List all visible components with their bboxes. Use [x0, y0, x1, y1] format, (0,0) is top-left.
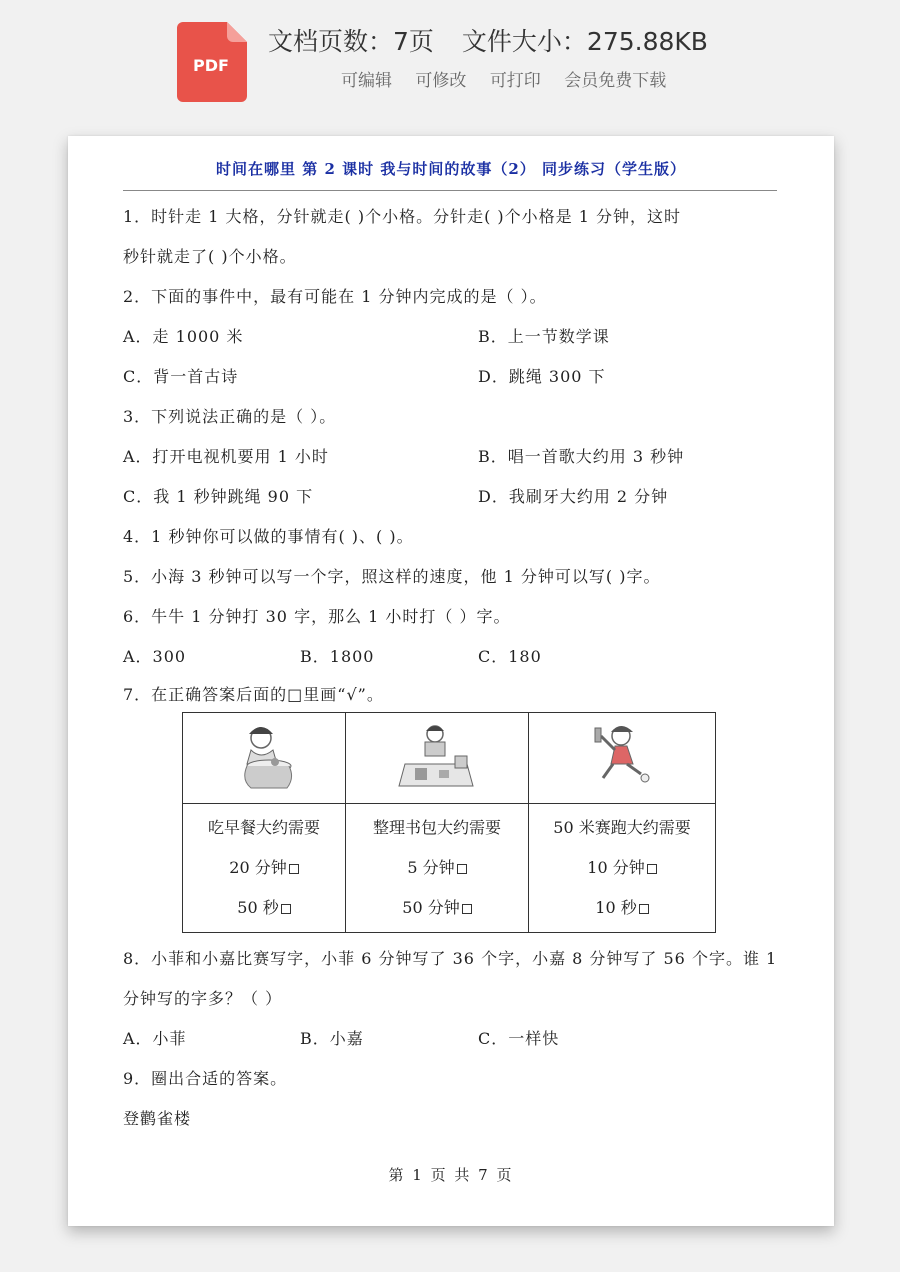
- question-6-option-a: A．300: [123, 647, 187, 666]
- question-9: 9．圈出合适的答案。: [123, 1069, 288, 1088]
- breakfast-question: 吃早餐大约需要: [207, 818, 320, 837]
- question-8-option-a: A．小菲: [123, 1029, 187, 1048]
- feature-printable: 可打印: [489, 71, 541, 91]
- page-footer: 第 1 页 共 7 页: [388, 1166, 514, 1184]
- document-title: 时间在哪里 第 2 课时 我与时间的故事（2） 同步练习（学生版）: [216, 160, 686, 178]
- question-6-option-c: C．180: [478, 647, 542, 666]
- document-page: [68, 136, 834, 1226]
- breakfast-cell: [183, 804, 346, 933]
- feature-list: [341, 66, 676, 91]
- checkbox[interactable]: [462, 904, 472, 914]
- girl-running-illustration: [587, 720, 657, 792]
- question-4: 4．1 秒钟你可以做的事情有( )、( )。: [123, 527, 414, 546]
- breakfast-option-2: 50 秒: [237, 898, 279, 917]
- question-3-option-d: D．我刷牙大约用 2 分钟: [478, 487, 669, 506]
- backpack-question: 整理书包大约需要: [372, 818, 501, 837]
- download-banner: [0, 0, 900, 120]
- checkbox[interactable]: [647, 864, 657, 874]
- breakfast-illustration-cell: [183, 713, 346, 804]
- pdf-badge-text: PDF: [193, 56, 229, 75]
- question-6: 6．牛牛 1 分钟打 30 字，那么 1 小时打（ ）字。: [123, 607, 511, 626]
- question-2-option-c: C．背一首古诗: [123, 367, 239, 386]
- question-5: 5．小海 3 秒钟可以写一个字，照这样的速度，他 1 分钟可以写( )字。: [123, 567, 661, 586]
- question-9-subtitle: 登鹳雀楼: [123, 1109, 192, 1128]
- checkbox[interactable]: [281, 904, 291, 914]
- question-1-line-2: 秒针就走了( )个小格。: [123, 247, 297, 266]
- checkbox[interactable]: [289, 864, 299, 874]
- backpack-illustration-cell: [346, 713, 529, 804]
- question-3: 3．下列说法正确的是（ ）。: [123, 407, 337, 426]
- page-count-label: 文档页数：7页: [268, 27, 434, 56]
- running-option-1: 10 分钟: [587, 858, 645, 877]
- checkbox[interactable]: [639, 904, 649, 914]
- girl-eating-illustration: [229, 720, 299, 792]
- running-option-2: 10 秒: [595, 898, 637, 917]
- question-2-option-b: B．上一节数学课: [478, 327, 610, 346]
- file-size-label: 文件大小：275.88KB: [461, 27, 708, 56]
- checkbox[interactable]: [457, 864, 467, 874]
- question-6-option-b: B．1800: [300, 647, 375, 666]
- question-3-option-c: C．我 1 秒钟跳绳 90 下: [123, 487, 314, 506]
- feature-member-download: 会员免费下载: [564, 71, 667, 91]
- backpack-option-1: 5 分钟: [407, 858, 455, 877]
- feature-editable: 可编辑: [341, 71, 392, 91]
- backpack-cell: [346, 804, 529, 933]
- question-2-option-d: D．跳绳 300 下: [478, 367, 606, 386]
- pdf-file-icon: [177, 22, 247, 102]
- breakfast-option-1: 20 分钟: [229, 858, 287, 877]
- question-7-table: [182, 712, 716, 933]
- file-info: [268, 22, 708, 58]
- feature-modifiable: 可修改: [415, 71, 467, 91]
- question-8-option-b: B．小嘉: [300, 1029, 364, 1048]
- backpack-option-2: 50 分钟: [402, 898, 460, 917]
- boy-packing-bag-illustration: [397, 720, 477, 792]
- question-7: 7．在正确答案后面的□里画“√”。: [123, 685, 384, 704]
- question-8-line-1: 8．小菲和小嘉比赛写字，小菲 6 分钟写了 36 个字，小嘉 8 分钟写了 56 个字。谁 1: [123, 949, 778, 968]
- running-illustration-cell: [529, 713, 716, 804]
- question-2: 2．下面的事件中，最有可能在 1 分钟内完成的是（ ）。: [123, 287, 547, 306]
- question-2-option-a: A．走 1000 米: [123, 327, 244, 346]
- title-divider: [123, 190, 777, 191]
- question-1-line-1: 1．时针走 1 大格，分针就走( )个小格。分针走( )个小格是 1 分钟，这时: [123, 207, 682, 226]
- running-question: 50 米赛跑大约需要: [553, 818, 691, 837]
- question-8-option-c: C．一样快: [478, 1029, 560, 1048]
- question-3-option-b: B．唱一首歌大约用 3 秒钟: [478, 447, 685, 466]
- question-3-option-a: A．打开电视机要用 1 小时: [123, 447, 329, 466]
- running-cell: [529, 804, 716, 933]
- question-8-line-2: 分钟写的字多？（ ）: [123, 989, 283, 1008]
